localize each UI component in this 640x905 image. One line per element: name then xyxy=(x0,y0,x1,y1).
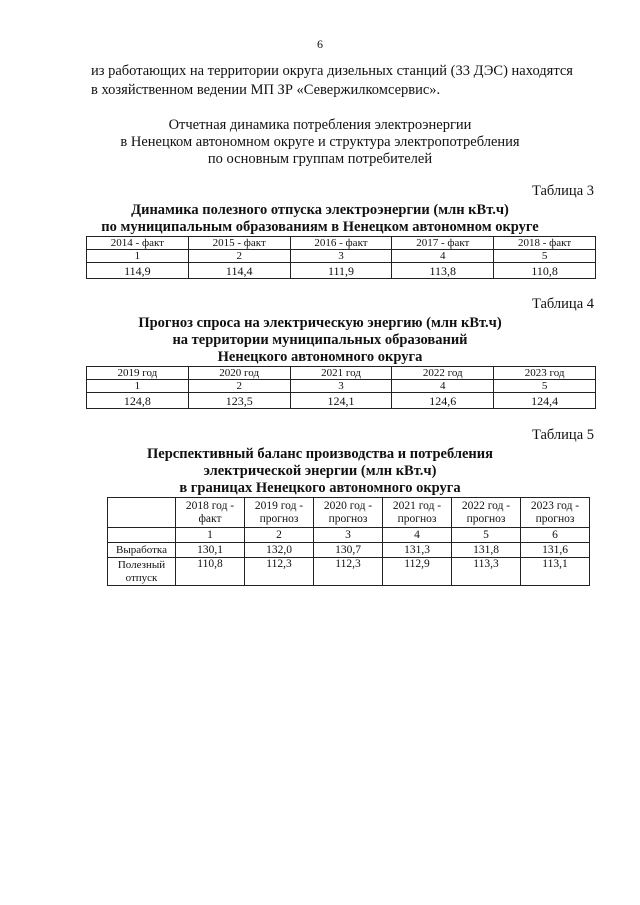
table5-header-row xyxy=(108,498,590,528)
table5-label: Таблица 5 xyxy=(531,427,594,443)
table5-value-cell: 112,3 xyxy=(245,558,314,586)
table5-title-line-1: Перспективный баланс производства и потребления xyxy=(147,446,493,462)
table3-title xyxy=(0,202,640,236)
header-line: 2018 год - xyxy=(185,499,235,512)
table4-values-row xyxy=(87,393,596,409)
table5-value-cell: 113,3 xyxy=(452,558,521,586)
table3-header-cell: 2015 - факт xyxy=(188,237,290,250)
header-line: 2019 год - xyxy=(254,499,304,512)
table5-row-label xyxy=(108,558,176,586)
table3-index-cell: 2 xyxy=(188,250,290,263)
section-heading-line-2: в Ненецком автономном округе и структура электропотребления xyxy=(120,134,520,150)
table3-title-line-1: Динамика полезного отпуска электроэнергии (млн кВт.ч) xyxy=(131,202,509,218)
table3-index-cell: 3 xyxy=(290,250,392,263)
table5-value-cell: 112,9 xyxy=(383,558,452,586)
table5-index-cell: 4 xyxy=(383,528,452,543)
table4-index-cell: 5 xyxy=(494,380,596,393)
section-heading-line-1: Отчетная динамика потребления электроэнергии xyxy=(168,117,472,133)
table3-index-cell: 4 xyxy=(392,250,494,263)
header-line: прогноз xyxy=(535,512,575,525)
table4-header-row xyxy=(87,367,596,380)
table3-header-cell: 2018 - факт xyxy=(494,237,596,250)
table4 xyxy=(86,366,596,409)
intro-paragraph xyxy=(91,62,601,100)
table4-index-cell: 4 xyxy=(392,380,494,393)
table3-title-line-2: по муниципальным образованиям в Ненецком автономном округе xyxy=(101,219,539,235)
table5-index-cell: 6 xyxy=(521,528,590,543)
table4-header-cell: 2022 год xyxy=(392,367,494,380)
table5-value-cell: 113,1 xyxy=(521,558,590,586)
table3-header-cell: 2016 - факт xyxy=(290,237,392,250)
table3-value-cell: 111,9 xyxy=(290,263,392,279)
table5-row-useful-supply xyxy=(108,558,590,586)
table5-header-cell xyxy=(176,498,245,528)
table3-value-cell: 114,4 xyxy=(188,263,290,279)
table3-header-cell: 2014 - факт xyxy=(87,237,189,250)
intro-line-1: из работающих на территории округа дизельных станций (33 ДЭС) находятся xyxy=(91,63,573,79)
table5-value-cell: 130,7 xyxy=(314,543,383,558)
table3-index-cell: 5 xyxy=(494,250,596,263)
table5-value-cell: 130,1 xyxy=(176,543,245,558)
table5-header-cell xyxy=(521,498,590,528)
table4-header-cell: 2020 год xyxy=(188,367,290,380)
table5 xyxy=(107,497,590,586)
table4-index-cell: 1 xyxy=(87,380,189,393)
table3-value-cell: 110,8 xyxy=(494,263,596,279)
table5-header-cell xyxy=(314,498,383,528)
table5-header-cell xyxy=(452,498,521,528)
table5-value-cell: 131,6 xyxy=(521,543,590,558)
intro-line-2: в хозяйственном ведении МП ЗР «Севержилкомсервис». xyxy=(91,82,441,98)
table4-index-row xyxy=(87,380,596,393)
table5-value-cell: 112,3 xyxy=(314,558,383,586)
header-line: прогноз xyxy=(397,512,437,525)
table5-row-generation xyxy=(108,543,590,558)
header-line: прогноз xyxy=(328,512,368,525)
table5-title xyxy=(0,446,640,497)
table4-index-cell: 3 xyxy=(290,380,392,393)
table4-index-cell: 2 xyxy=(188,380,290,393)
table4-value-cell: 124,8 xyxy=(87,393,189,409)
header-line: 2022 год - xyxy=(461,499,511,512)
row-label-line: Полезный xyxy=(117,558,166,571)
table5-value-cell: 131,8 xyxy=(452,543,521,558)
table4-label: Таблица 4 xyxy=(531,296,594,312)
table3-index-cell: 1 xyxy=(87,250,189,263)
header-line: 2021 год - xyxy=(392,499,442,512)
header-line: прогноз xyxy=(466,512,506,525)
table3-index-row xyxy=(87,250,596,263)
table4-title-line-3: Ненецкого автономного округа xyxy=(217,349,423,365)
table4-value-cell: 124,4 xyxy=(494,393,596,409)
table4-value-cell: 124,1 xyxy=(290,393,392,409)
table4-header-cell: 2021 год xyxy=(290,367,392,380)
table5-header-cell xyxy=(245,498,314,528)
table4-value-cell: 123,5 xyxy=(188,393,290,409)
table4-title xyxy=(0,315,640,366)
section-heading-line-3: по основным группам потребителей xyxy=(207,151,433,167)
table3-value-cell: 114,9 xyxy=(87,263,189,279)
header-line: факт xyxy=(198,512,222,525)
table4-header-cell: 2023 год xyxy=(494,367,596,380)
table5-value-cell: 132,0 xyxy=(245,543,314,558)
header-line: 2023 год - xyxy=(530,499,580,512)
table5-index-cell: 5 xyxy=(452,528,521,543)
table5-index-cell: 1 xyxy=(176,528,245,543)
table5-corner-cell xyxy=(108,498,176,528)
table5-row-label: Выработка xyxy=(108,543,176,558)
table5-title-line-3: в границах Ненецкого автономного округа xyxy=(179,480,461,496)
table5-index-corner xyxy=(108,528,176,543)
table5-header-cell xyxy=(383,498,452,528)
table4-header-cell: 2019 год xyxy=(87,367,189,380)
table5-index-cell: 3 xyxy=(314,528,383,543)
table3-header-row xyxy=(87,237,596,250)
header-line: прогноз xyxy=(259,512,299,525)
table5-value-cell: 110,8 xyxy=(176,558,245,586)
table4-title-line-1: Прогноз спроса на электрическую энергию (млн кВт.ч) xyxy=(138,315,502,331)
table4-value-cell: 124,6 xyxy=(392,393,494,409)
table5-title-line-2: электрической энергии (млн кВт.ч) xyxy=(203,463,437,479)
header-line: 2020 год - xyxy=(323,499,373,512)
table3 xyxy=(86,236,596,279)
row-label-line: отпуск xyxy=(125,571,158,584)
table5-index-cell: 2 xyxy=(245,528,314,543)
table5-index-row xyxy=(108,528,590,543)
table3-values-row xyxy=(87,263,596,279)
page-number: 6 xyxy=(317,37,323,51)
table5-value-cell: 131,3 xyxy=(383,543,452,558)
table3-header-cell: 2017 - факт xyxy=(392,237,494,250)
table4-title-line-2: на территории муниципальных образований xyxy=(172,332,468,348)
section-heading xyxy=(0,117,640,168)
table3-value-cell: 113,8 xyxy=(392,263,494,279)
table3-label: Таблица 3 xyxy=(531,183,594,199)
